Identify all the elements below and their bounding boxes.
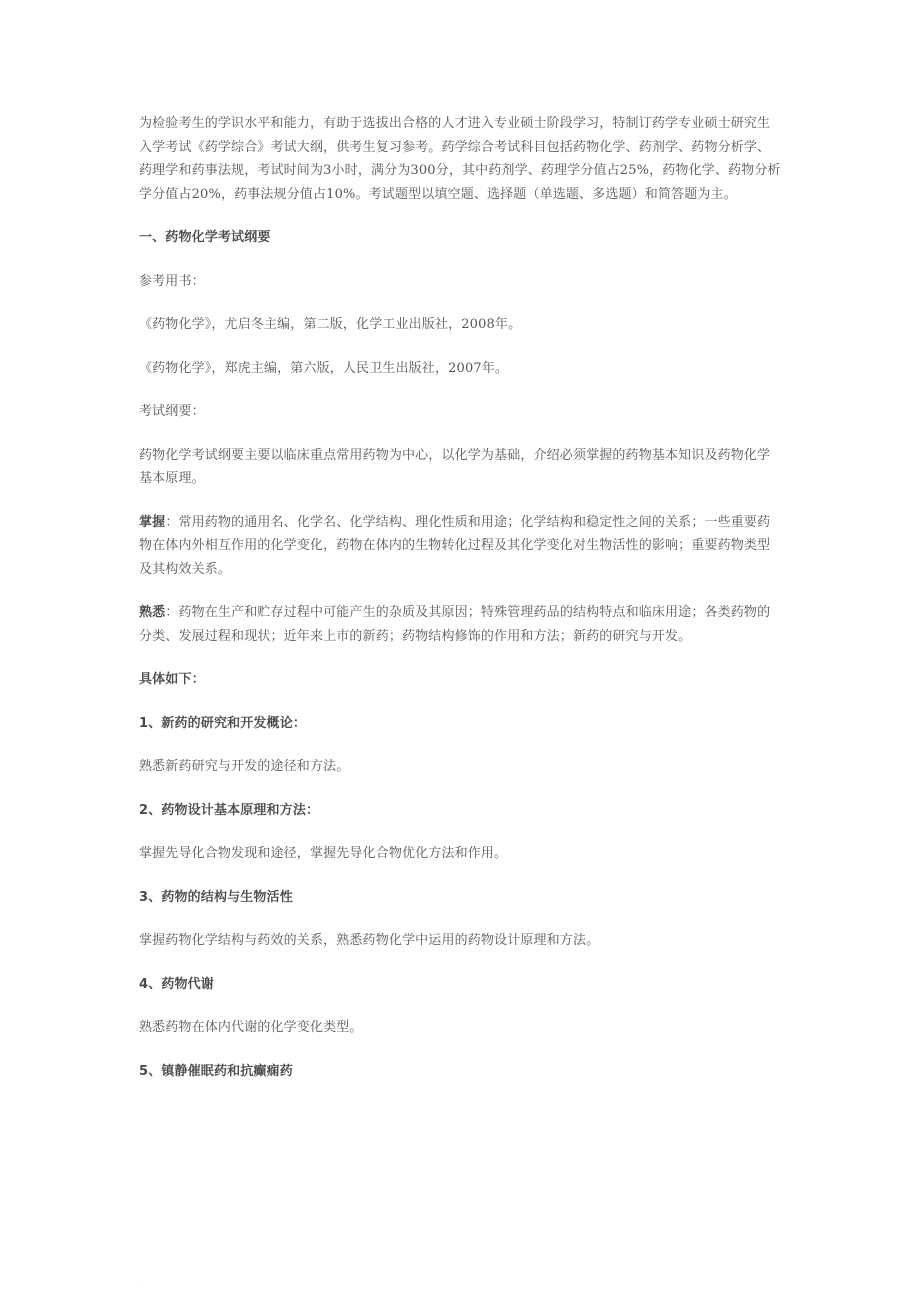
references-label: 参考用书：	[139, 273, 205, 289]
item-heading-3: 3、药物的结构与生物活性	[139, 889, 293, 905]
reference-item-2: 《药物化学》，郑虎主编，第六版，人民卫生出版社，2007年。	[139, 360, 509, 376]
item-text-3: 掌握药物化学结构与药效的关系，熟悉药物化学中运用的药物设计原理和方法。	[139, 933, 600, 948]
familiar-text: ：药物在生产和贮存过程中可能产生的杂质及其原因；特殊管理药品的结构特点和临床用途；各类药物的分类、发展过程和现状；近年来上市的新药；药物结构修饰的作用和方法；新药的研究与开发。	[139, 605, 771, 644]
item-heading-5: 5、镇静催眠药和抗癫痫药	[139, 1063, 293, 1079]
section-heading: 一、药物化学考试纲要	[139, 230, 271, 245]
reference-item-1: 《药物化学》，尤启冬主编，第二版，化学工业出版社，2008年。	[139, 317, 522, 332]
intro-paragraph: 为检验考生的学识水平和能力，有助于选拔出合格的人才进入专业硕士阶段学习，特制订药学专业硕士研究生入学考试《药学综合》考试大纲，供考生复习参考。药学综合考试科目包括药物化学、药剂学、药物分析学、药理学和药事法规，考试时间为3小时，满分为300分，其中药剂学、药理学分值占25%，药物化学、药物分析学分值占20%，药事法规分值占10%。考试题型以填空题、选择题（单选题、多选题）和简答题为主。	[139, 116, 781, 202]
item-heading-4: 4、药物代谢	[139, 976, 214, 992]
item-text-1: 熟悉新药研究与开发的途径和方法。	[139, 759, 350, 774]
page-mark: .	[140, 1275, 143, 1283]
details-label: 具体如下：	[139, 672, 205, 687]
document-body	[139, 112, 781, 1103]
item-text-2: 掌握先导化合物发现和途径，掌握先导化合物优化方法和作用。	[139, 846, 508, 861]
outline-label: 考试纲要：	[139, 404, 205, 419]
item-heading-2: 2、药物设计基本原理和方法：	[139, 802, 320, 818]
master-text: ：常用药物的通用名、化学名、化学结构、理化性质和用途；化学结构和稳定性之间的关系；一些重要药物在体内外相互作用的化学变化，药物在体内的生物转化过程及其化学变化对生物活性的影响；重要药物类型及其构效关系。	[139, 514, 771, 577]
item-text-4: 熟悉药物在体内代谢的化学变化类型。	[139, 1020, 363, 1035]
familiar-label: 熟悉	[139, 605, 166, 620]
outline-paragraph: 药物化学考试纲要主要以临床重点常用药物为中心，以化学为基础，介绍必须掌握的药物基本知识及药物化学基本原理。	[139, 447, 771, 486]
master-paragraph	[139, 511, 781, 582]
item-heading-1: 1、新药的研究和开发概论：	[139, 715, 306, 731]
familiar-paragraph	[139, 601, 781, 648]
master-label: 掌握	[139, 514, 166, 530]
